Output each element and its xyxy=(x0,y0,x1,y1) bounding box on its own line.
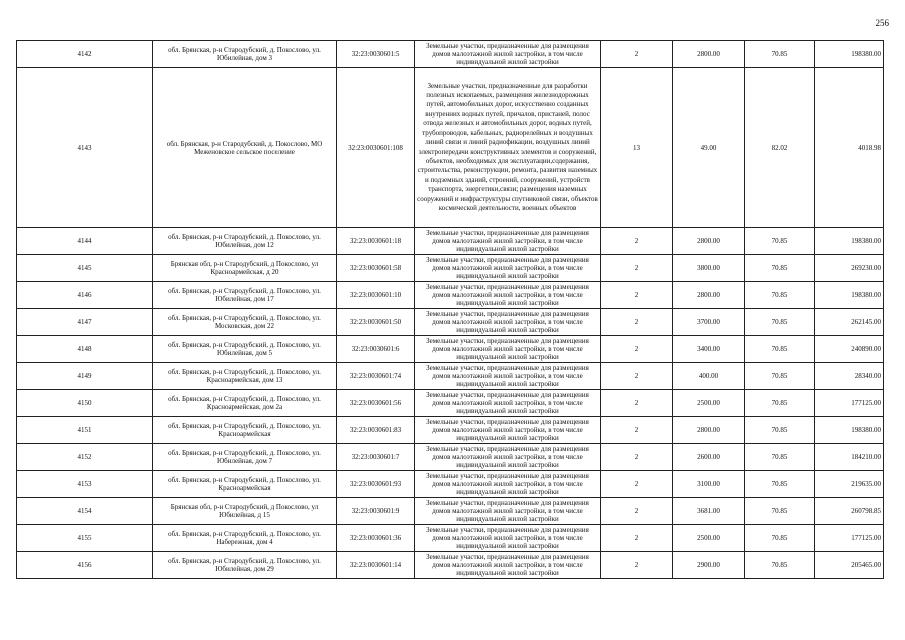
specific-value-cell: 70.85 xyxy=(745,309,815,336)
parcel-number-cell: 4148 xyxy=(17,336,153,363)
table-row xyxy=(17,390,884,417)
table-row xyxy=(17,309,884,336)
use-group-cell: 2 xyxy=(601,41,673,68)
table-row xyxy=(17,336,884,363)
use-group-cell: 2 xyxy=(601,228,673,255)
cadastral-value-cell: 262145.00 xyxy=(815,309,884,336)
table-row xyxy=(17,255,884,282)
cadastral-value-cell: 177125.00 xyxy=(815,390,884,417)
table-body xyxy=(17,41,884,579)
specific-value-cell: 70.85 xyxy=(745,417,815,444)
specific-value-cell: 70.85 xyxy=(745,525,815,552)
use-group-cell: 2 xyxy=(601,255,673,282)
area-cell: 400.00 xyxy=(673,363,745,390)
specific-value-cell: 70.85 xyxy=(745,444,815,471)
specific-value-cell: 70.85 xyxy=(745,390,815,417)
address-cell: Брянская обл, р-н Стародубский, д Покослово, ул Красноармейская, д 20 xyxy=(153,255,337,282)
cadastral-value-cell: 198380.00 xyxy=(815,282,884,309)
cadastral-number-cell: 32:23:0030601:50 xyxy=(337,309,415,336)
permitted-use-cell: Земельные участки, предназначенные для размещения домов малоэтажной жилой застройки, в том числе индивидуальной жилой застройки xyxy=(415,228,601,255)
cadastral-number-cell: 32:23:0030601:10 xyxy=(337,282,415,309)
cadastral-number-cell: 32:23:0030601:74 xyxy=(337,363,415,390)
use-group-cell: 2 xyxy=(601,336,673,363)
permitted-use-cell: Земельные участки, предназначенные для размещения домов малоэтажной жилой застройки, в том числе индивидуальной жилой застройки xyxy=(415,336,601,363)
cadastral-value-table xyxy=(16,40,884,579)
use-group-cell: 2 xyxy=(601,444,673,471)
parcel-number-cell: 4142 xyxy=(17,41,153,68)
cadastral-number-cell: 32:23:0030601:36 xyxy=(337,525,415,552)
use-group-cell: 2 xyxy=(601,390,673,417)
specific-value-cell: 82.02 xyxy=(745,68,815,228)
cadastral-number-cell: 32:23:0030601:6 xyxy=(337,336,415,363)
specific-value-cell: 70.85 xyxy=(745,228,815,255)
table-row xyxy=(17,41,884,68)
table-row xyxy=(17,68,884,228)
area-cell: 3700.00 xyxy=(673,309,745,336)
address-cell: обл. Брянская, р-н Стародубский, д. Покослово, ул. Красноармейская, дом 13 xyxy=(153,363,337,390)
permitted-use-cell: Земельные участки, предназначенные для размещения домов малоэтажной жилой застройки, в том числе индивидуальной жилой застройки xyxy=(415,363,601,390)
table-row xyxy=(17,498,884,525)
area-cell: 3681.00 xyxy=(673,498,745,525)
use-group-cell: 2 xyxy=(601,417,673,444)
cadastral-value-cell: 269230.00 xyxy=(815,255,884,282)
table-row xyxy=(17,444,884,471)
address-cell: обл. Брянская, р-н Стародубский, д. Покослово, ул. Московская, дом 22 xyxy=(153,309,337,336)
table-row xyxy=(17,417,884,444)
permitted-use-cell: Земельные участки, предназначенные для размещения домов малоэтажной жилой застройки, в том числе индивидуальной жилой застройки xyxy=(415,282,601,309)
use-group-cell: 2 xyxy=(601,309,673,336)
area-cell: 2500.00 xyxy=(673,390,745,417)
parcel-number-cell: 4154 xyxy=(17,498,153,525)
table-row xyxy=(17,282,884,309)
permitted-use-cell: Земельные участки, предназначенные для размещения домов малоэтажной жилой застройки, в том числе индивидуальной жилой застройки xyxy=(415,417,601,444)
area-cell: 2800.00 xyxy=(673,41,745,68)
table-row xyxy=(17,228,884,255)
parcel-number-cell: 4152 xyxy=(17,444,153,471)
cadastral-value-cell: 198380.00 xyxy=(815,41,884,68)
area-cell: 3100.00 xyxy=(673,471,745,498)
cadastral-value-cell: 205465.00 xyxy=(815,552,884,579)
use-group-cell: 2 xyxy=(601,282,673,309)
cadastral-number-cell: 32:23:0030601:9 xyxy=(337,498,415,525)
area-cell: 49.00 xyxy=(673,68,745,228)
specific-value-cell: 70.85 xyxy=(745,363,815,390)
specific-value-cell: 70.85 xyxy=(745,498,815,525)
parcel-number-cell: 4143 xyxy=(17,68,153,228)
area-cell: 2800.00 xyxy=(673,282,745,309)
parcel-number-cell: 4145 xyxy=(17,255,153,282)
cadastral-value-cell: 184210.00 xyxy=(815,444,884,471)
permitted-use-cell: Земельные участки, предназначенные для размещения домов малоэтажной жилой застройки, в том числе индивидуальной жилой застройки xyxy=(415,525,601,552)
address-cell: обл. Брянская, р-н Стародубский, д. Покослово, ул. Юбилейная, дом 7 xyxy=(153,444,337,471)
address-cell: обл. Брянская, р-н Стародубский, д. Покослово, ул. Красноармейская, дом 2а xyxy=(153,390,337,417)
address-cell: обл. Брянская, р-н Стародубский, д. Покослово, ул. Юбилейная, дом 17 xyxy=(153,282,337,309)
cadastral-value-cell: 240890.00 xyxy=(815,336,884,363)
use-group-cell: 2 xyxy=(601,471,673,498)
address-cell: обл. Брянская, р-н Стародубский, д. Покослово, ул. Красноармейская xyxy=(153,417,337,444)
use-group-cell: 2 xyxy=(601,498,673,525)
area-cell: 2900.00 xyxy=(673,552,745,579)
table-row xyxy=(17,525,884,552)
area-cell: 3400.00 xyxy=(673,336,745,363)
parcel-number-cell: 4146 xyxy=(17,282,153,309)
address-cell: обл. Брянская, р-н Стародубский, д. Покослово, ул. Красноармейская xyxy=(153,471,337,498)
cadastral-value-cell: 4018.98 xyxy=(815,68,884,228)
cadastral-number-cell: 32:23:0030601:83 xyxy=(337,417,415,444)
use-group-cell: 2 xyxy=(601,552,673,579)
permitted-use-cell: Земельные участки, предназначенные для размещения домов малоэтажной жилой застройки, в том числе индивидуальной жилой застройки xyxy=(415,498,601,525)
table-row xyxy=(17,552,884,579)
cadastral-number-cell: 32:23:0030601:7 xyxy=(337,444,415,471)
cadastral-number-cell: 32:23:0030601:56 xyxy=(337,390,415,417)
specific-value-cell: 70.85 xyxy=(745,41,815,68)
parcel-number-cell: 4144 xyxy=(17,228,153,255)
use-group-cell: 2 xyxy=(601,363,673,390)
address-cell: обл. Брянская, р-н Стародубский, д. Покослово, МО Меженовское сельское поселение xyxy=(153,68,337,228)
table-row xyxy=(17,363,884,390)
cadastral-number-cell: 32:23:0030601:5 xyxy=(337,41,415,68)
permitted-use-cell: Земельные участки, предназначенные для размещения домов малоэтажной жилой застройки, в том числе индивидуальной жилой застройки xyxy=(415,471,601,498)
parcel-number-cell: 4153 xyxy=(17,471,153,498)
table-row xyxy=(17,471,884,498)
parcel-number-cell: 4155 xyxy=(17,525,153,552)
parcel-number-cell: 4147 xyxy=(17,309,153,336)
area-cell: 2800.00 xyxy=(673,228,745,255)
address-cell: обл. Брянская, р-н Стародубский, д. Покослово, ул. Юбилейная, дом 12 xyxy=(153,228,337,255)
area-cell: 2800.00 xyxy=(673,417,745,444)
use-group-cell: 13 xyxy=(601,68,673,228)
use-group-cell: 2 xyxy=(601,525,673,552)
address-cell: обл. Брянская, р-н Стародубский, д. Покослово, ул. Юбилейная, дом 29 xyxy=(153,552,337,579)
cadastral-value-cell: 28340.00 xyxy=(815,363,884,390)
cadastral-number-cell: 32:23:0030601:14 xyxy=(337,552,415,579)
cadastral-number-cell: 32:23:0030601:108 xyxy=(337,68,415,228)
specific-value-cell: 70.85 xyxy=(745,552,815,579)
permitted-use-cell: Земельные участки, предназначенные для размещения домов малоэтажной жилой застройки, в том числе индивидуальной жилой застройки xyxy=(415,255,601,282)
permitted-use-cell: Земельные участки, предназначенные для разработки полезных ископаемых, размещения железнодорожных путей, автомобильных дорог, искусственно созданных внутренних водных путей, причалов, пристаней, полос отвода железных и автомобильных дорог, водных путей, трубопроводов, кабельных, радиорелейных и воздушных линий связи и линий радиофикации, воздушных линий электропередачи конструктивных элементов и сооружений, объектов, необходимых для эксплуатации,содержания, строительства, реконструкции, ремонта, развития наземных и подземных зданий, строений, сооружений, устройств транспорта, энергетики,связи; размещения наземных сооружений и инфраструктуры спутниковой связи, объектов космической деятельности, военных объектов xyxy=(415,68,601,228)
cadastral-value-cell: 198380.00 xyxy=(815,417,884,444)
specific-value-cell: 70.85 xyxy=(745,282,815,309)
cadastral-number-cell: 32:23:0030601:58 xyxy=(337,255,415,282)
specific-value-cell: 70.85 xyxy=(745,336,815,363)
address-cell: обл. Брянская, р-н Стародубский, д. Покослово, ул. Юбилейная, дом 5 xyxy=(153,336,337,363)
permitted-use-cell: Земельные участки, предназначенные для размещения домов малоэтажной жилой застройки, в том числе индивидуальной жилой застройки xyxy=(415,444,601,471)
cadastral-value-cell: 260798.85 xyxy=(815,498,884,525)
address-cell: обл. Брянская, р-н Стародубский, д. Покослово, ул. Набережная, дом 4 xyxy=(153,525,337,552)
cadastral-number-cell: 32:23:0030601:18 xyxy=(337,228,415,255)
area-cell: 2600.00 xyxy=(673,444,745,471)
specific-value-cell: 70.85 xyxy=(745,255,815,282)
parcel-number-cell: 4151 xyxy=(17,417,153,444)
cadastral-value-cell: 219635.00 xyxy=(815,471,884,498)
address-cell: Брянская обл, р-н Стародубский, д Покослово, ул Юбилейная, д 15 xyxy=(153,498,337,525)
permitted-use-cell: Земельные участки, предназначенные для размещения домов малоэтажной жилой застройки, в том числе индивидуальной жилой застройки xyxy=(415,390,601,417)
parcel-number-cell: 4156 xyxy=(17,552,153,579)
cadastral-value-cell: 198380.00 xyxy=(815,228,884,255)
area-cell: 3800.00 xyxy=(673,255,745,282)
area-cell: 2500.00 xyxy=(673,525,745,552)
parcel-number-cell: 4149 xyxy=(17,363,153,390)
page-number: 256 xyxy=(875,18,889,28)
permitted-use-cell: Земельные участки, предназначенные для размещения домов малоэтажной жилой застройки, в том числе индивидуальной жилой застройки xyxy=(415,552,601,579)
permitted-use-cell: Земельные участки, предназначенные для размещения домов малоэтажной жилой застройки, в том числе индивидуальной жилой застройки xyxy=(415,41,601,68)
parcel-number-cell: 4150 xyxy=(17,390,153,417)
specific-value-cell: 70.85 xyxy=(745,471,815,498)
cadastral-number-cell: 32:23:0030601:93 xyxy=(337,471,415,498)
cadastral-value-cell: 177125.00 xyxy=(815,525,884,552)
permitted-use-cell: Земельные участки, предназначенные для размещения домов малоэтажной жилой застройки, в том числе индивидуальной жилой застройки xyxy=(415,309,601,336)
address-cell: обл. Брянская, р-н Стародубский, д. Покослово, ул. Юбилейная, дом 3 xyxy=(153,41,337,68)
